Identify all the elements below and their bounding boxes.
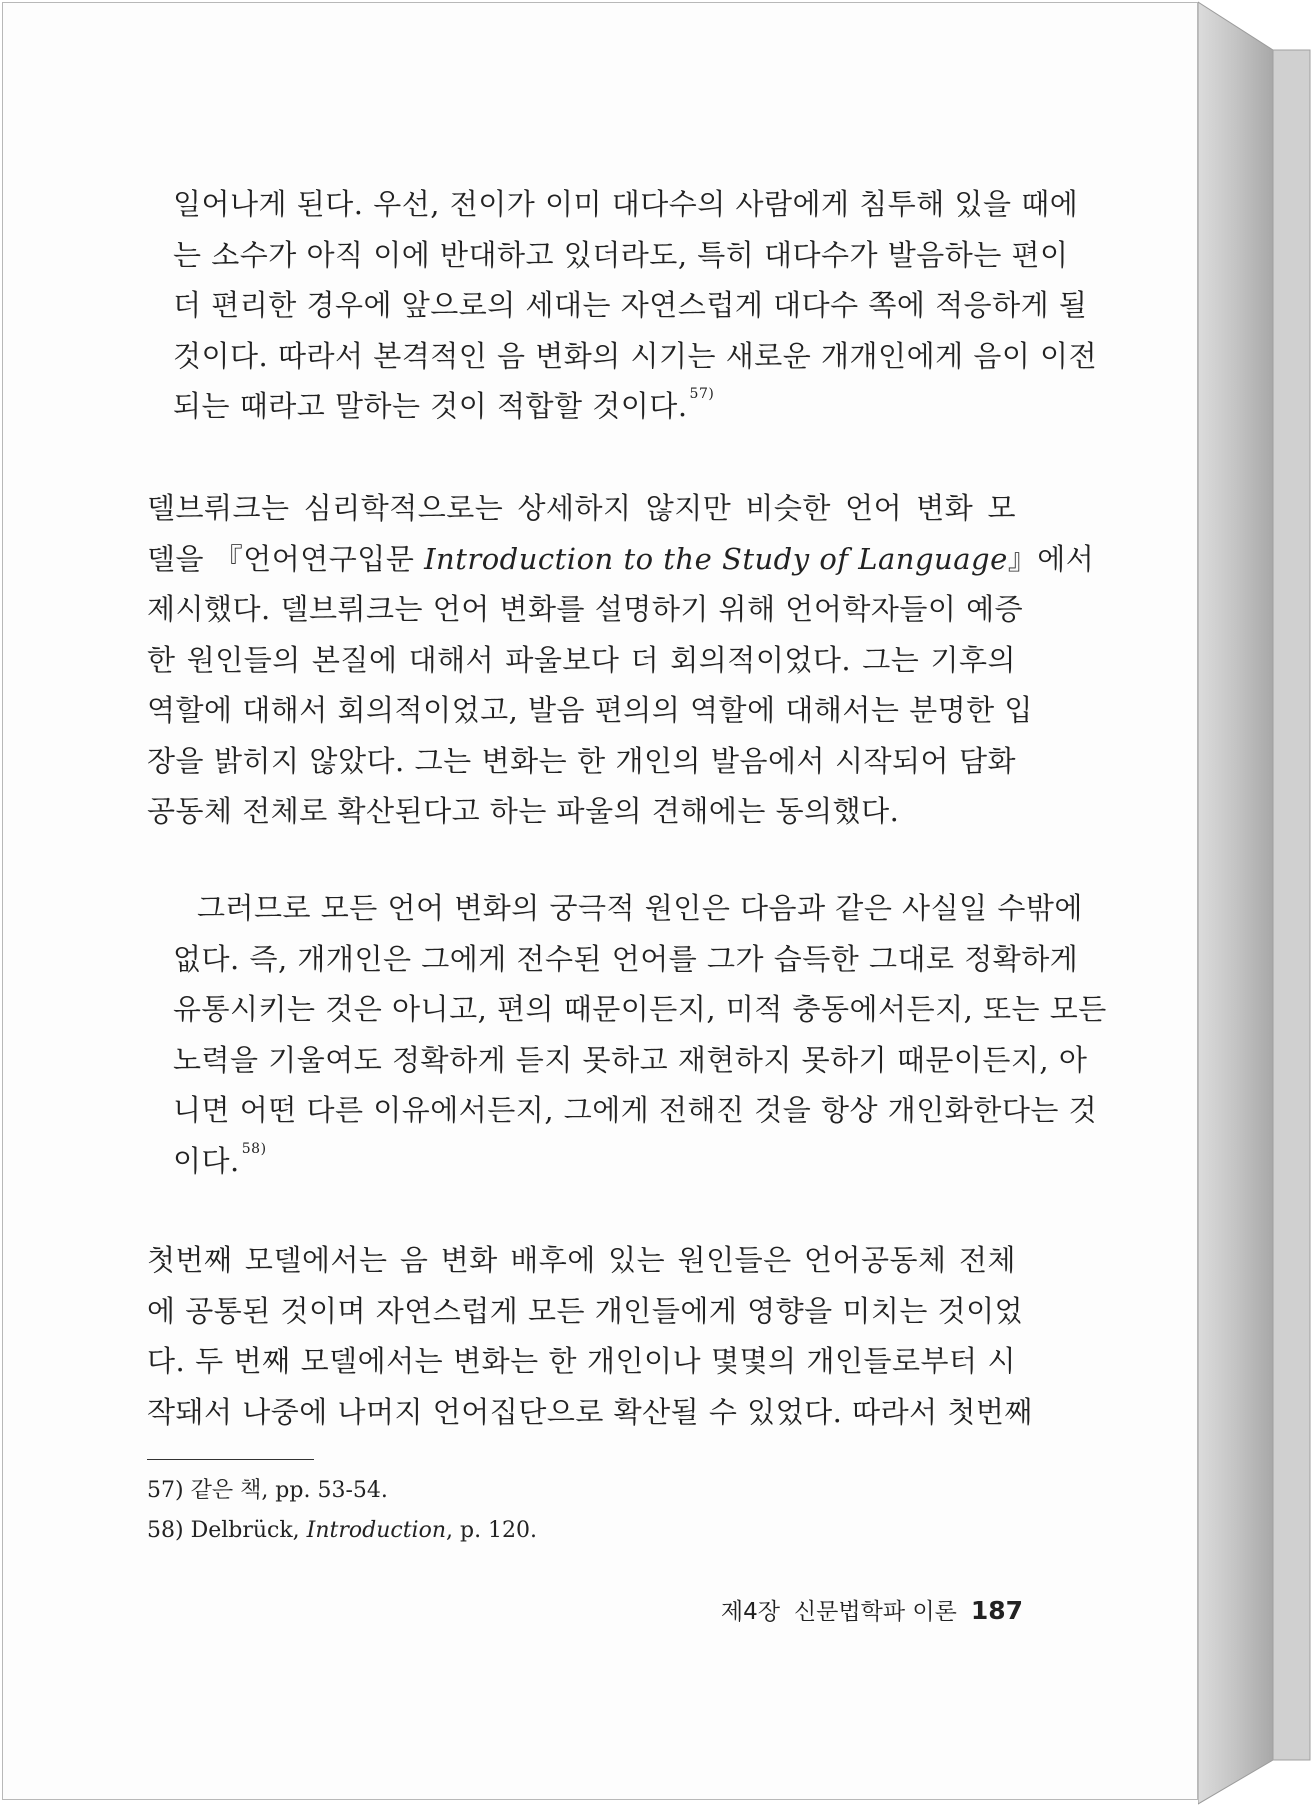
para1-line-5: 역할에 대해서 회의적이었고, 발음 편의의 역할에 대해서는 분명한 입 bbox=[147, 693, 1033, 727]
para1-line-2-head: 델을 『언어연구입문 bbox=[147, 541, 415, 576]
quote2-line-4: 노력을 기울여도 정확하게 듣지 못하고 재현하지 못하기 때문이든지, 아 bbox=[173, 1042, 1088, 1077]
spine-edge bbox=[1273, 50, 1310, 1760]
paragraph-2 bbox=[147, 1235, 1033, 1437]
book-spine bbox=[1198, 0, 1311, 1806]
spine-face bbox=[1198, 2, 1273, 1804]
block-quote-2 bbox=[173, 883, 1107, 1186]
para2-line-1: 첫번째 모델에서는 음 변화 배후에 있는 원인들은 언어공동체 전체 bbox=[147, 1243, 1016, 1277]
para1-line-3: 제시했다. 델브뤼크는 언어 변화를 설명하기 위해 언어학자들이 예증 bbox=[147, 592, 1024, 626]
footnote-ref-58: 58) bbox=[241, 1140, 267, 1157]
footnote-58 bbox=[147, 1511, 947, 1551]
quote1-line-3: 더 편리한 경우에 앞으로의 세대는 자연스럽게 대다수 쪽에 적응하게 될 bbox=[173, 288, 1088, 322]
page-number: 187 bbox=[970, 1596, 1023, 1625]
quote2-line-6 bbox=[173, 1136, 1016, 1187]
para1-line-6: 장을 밝히지 않았다. 그는 변화는 한 개인의 발음에서 시작되어 담화 bbox=[147, 743, 1016, 778]
quote2-line-1-text: 그러므로 모든 언어 변화의 궁극적 원인은 다음과 같은 사실일 수밖에 bbox=[197, 891, 1083, 925]
page-content bbox=[3, 3, 1197, 1799]
para1-line-4: 한 원인들의 본질에 대해서 파울보다 더 회의적이었다. 그는 기후의 bbox=[147, 642, 1016, 677]
book-title-english: Introduction to the Study of Language bbox=[424, 541, 1008, 576]
quote2-line-5: 니면 어떤 다른 이유에서든지, 그에게 전해진 것을 항상 개인화한다는 것 bbox=[173, 1093, 1098, 1127]
para2-line-2: 에 공통된 것이며 자연스럽게 모든 개인들에게 영향을 미치는 것이었 bbox=[147, 1293, 1024, 1328]
quote1-line-2: 는 소수가 아직 이에 반대하고 있더라도, 특히 대다수가 발음하는 편이 bbox=[173, 237, 1069, 272]
footnote-ref-57: 57) bbox=[689, 386, 715, 402]
quote2-line-6-text: 이다. bbox=[173, 1143, 240, 1178]
footnote-58-tail: , p. 120. bbox=[446, 1518, 538, 1543]
quote1-line-4: 것이다. 따라서 본격적인 음 변화의 시기는 새로운 개개인에게 음이 이전 bbox=[173, 338, 1098, 373]
footnote-58-prefix: 58) Delbrück, bbox=[147, 1518, 307, 1543]
quote2-line-3: 유통시키는 것은 아니고, 편의 때문이든지, 미적 충동에서든지, 또는 모든 bbox=[173, 992, 1107, 1026]
book-page bbox=[2, 2, 1198, 1800]
para2-line-4: 작돼서 나중에 나머지 언어집단으로 확산될 수 있었다. 따라서 첫번째 bbox=[147, 1394, 1033, 1429]
footnote-58-title: Introduction bbox=[306, 1518, 446, 1543]
para1-line-1: 델브뤼크는 심리학적으로는 상세하지 않지만 비슷한 언어 변화 모 bbox=[147, 491, 1016, 525]
footnotes bbox=[147, 1471, 947, 1551]
block-quote-1 bbox=[173, 179, 1098, 432]
para1-line-2 bbox=[147, 534, 1095, 585]
footer-title: 신문법학파 이론 bbox=[793, 1599, 957, 1625]
para1-line-7: 공동체 전체로 확산된다고 하는 파울의 견해에는 동의했다. bbox=[147, 794, 900, 828]
footer-chapter: 제4장 bbox=[720, 1599, 780, 1625]
running-footer bbox=[643, 1593, 1023, 1630]
quote2-line-1 bbox=[173, 883, 1083, 934]
quote1-line-5 bbox=[173, 381, 1016, 432]
footnote-57: 57) 같은 책, pp. 53-54. bbox=[147, 1478, 388, 1503]
quote2-line-2: 없다. 즉, 개개인은 그에게 전수된 언어를 그가 습득한 그대로 정확하게 bbox=[173, 941, 1079, 976]
quote1-line-1: 일어나게 된다. 우선, 전이가 이미 대다수의 사람에게 침투해 있을 때에 bbox=[173, 187, 1079, 221]
para2-line-3: 다. 두 번째 모델에서는 변화는 한 개인이나 몇몇의 개인들로부터 시 bbox=[147, 1344, 1016, 1378]
para1-line-2-tail: 』에서 bbox=[1007, 541, 1095, 576]
quote1-line-5-text: 되는 때라고 말하는 것이 적합할 것이다. bbox=[173, 389, 688, 423]
paragraph-1 bbox=[147, 483, 1095, 837]
footnote-divider bbox=[147, 1459, 314, 1460]
